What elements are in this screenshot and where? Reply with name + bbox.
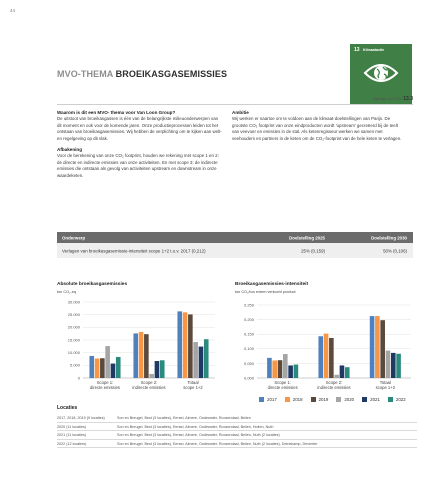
bar-2018 <box>183 312 188 378</box>
location-row <box>57 423 417 432</box>
x-category-label: Totaal <box>379 380 391 385</box>
bar-2017 <box>370 316 375 378</box>
location-row <box>57 431 417 440</box>
x-category-label: scope 1+2 <box>375 385 396 390</box>
y-tick-label: 30.000 <box>67 299 80 305</box>
bar-2022 <box>294 365 299 378</box>
bar-2018 <box>95 358 100 378</box>
table-header-row <box>57 232 413 243</box>
legend-label: 2019 <box>318 397 329 402</box>
bar-2018 <box>324 334 329 378</box>
bar-2021 <box>340 365 345 378</box>
y-tick-label: 0,200 <box>243 317 254 322</box>
bar-2020 <box>193 342 198 378</box>
legend-swatch <box>362 397 367 402</box>
targets-table <box>57 232 413 258</box>
scope-text: Voor de berekening van onze CO₂ footprint, houden we rekening met scope 1 en 2: de directe en indirecte emissies van onze activiteiten. En met scope 3: de indirecte emissies die ontstaan als gevolg van activiteiten upstream en downstream in onze waardeketen. <box>57 153 219 178</box>
legend-label: 2018 <box>292 397 303 402</box>
bar-2019 <box>329 338 334 378</box>
bar-2022 <box>396 354 401 378</box>
y-tick-label: 0,150 <box>243 331 254 337</box>
sdg-number: 13 <box>354 47 360 53</box>
table-header-cell: Onderwerp <box>62 235 86 240</box>
absolute-emissions-chart <box>57 298 217 398</box>
x-category-label: Scope 1: <box>96 380 114 385</box>
legend-label: 2017 <box>267 397 277 402</box>
table-cell: Verlagen van broeikasgasemissie-intensiteit scope 1+2 t.o.v. 2017 (0,212) <box>62 248 206 253</box>
bar-2021 <box>155 361 160 378</box>
y-tick-label: 5.000 <box>69 362 80 368</box>
legend-swatch <box>336 397 341 402</box>
x-category-label: Totaal <box>187 380 199 385</box>
bar-2018 <box>139 332 144 378</box>
legend-swatch <box>285 397 290 402</box>
bar-2017 <box>89 356 94 378</box>
x-category-label: directe emissies <box>267 385 298 390</box>
chart-legend <box>259 397 406 402</box>
y-tick-label: 0,100 <box>243 346 254 352</box>
location-list: Son en Breugel, Best (3 locaties), Eersel, Almere, Oudewater, Roosendaal, Beilen <box>117 416 251 420</box>
y-tick-label: 10.000 <box>67 350 80 356</box>
title-prefix: MVO-THEMA <box>57 69 114 79</box>
bar-2017 <box>318 336 323 378</box>
x-category-label: indirecte emissies <box>317 385 351 390</box>
y-tick-label: 25.000 <box>67 312 80 318</box>
chart-y-label: ton CO₂-eq <box>57 290 76 294</box>
legend-item <box>311 397 329 402</box>
locations-list <box>57 414 417 448</box>
sdg-badge <box>350 44 412 104</box>
bar-2020 <box>386 351 391 378</box>
scope-heading: Afbakening <box>57 147 83 153</box>
bar-2019 <box>100 358 105 378</box>
ambition-heading: Ambitie <box>232 110 249 115</box>
bar-2022 <box>160 360 165 378</box>
legend-item <box>336 397 354 402</box>
chart-title: Absolute broeikasgasemissies <box>57 282 128 287</box>
chart-y-label: ton CO₂/ton extern verkocht product <box>235 290 296 294</box>
location-year: 2021 (11 locaties) <box>57 433 87 437</box>
location-year: 2022 (12 locaties) <box>57 441 87 446</box>
legend-label: 2022 <box>395 397 406 402</box>
y-tick-label: 0,050 <box>243 360 254 366</box>
eye-globe-icon <box>363 61 399 85</box>
bar-2020 <box>283 354 288 378</box>
table-cell: 25% (0,159) <box>301 248 325 253</box>
intro-left-column <box>57 110 222 184</box>
ambition-text: Wij werken er naartoe om te voldoen aan de klimaat-doelstellingen van Parijs. De grootste CO₂ footprint van onze eindproducten wordt 'upstream' gecreëerd bij de teelt van veevoer en emissies in de stal. Als ketenregisseur werken we samen met veehouders en partners in de keten om de CO₂-footprint van de hele keten te verlagen. <box>232 116 402 141</box>
x-category-label: Scope 1: <box>274 380 291 385</box>
x-category-label: directe emissies <box>89 385 121 390</box>
bar-2019 <box>188 314 193 378</box>
why-text: De uitstoot van broeikasgassen is één van de belangrijkste milieuonderwerpen van dit moment en ook voor de komende jaren. Onze productieprocessen leiden tot het ontstaan van broeikasgasemissies. Wij hebben de verplichting om te kijken aan welt- en regelgeving op dit vlak. <box>57 116 222 141</box>
location-row <box>57 440 417 449</box>
table-header-cell: Doelstelling 2025 <box>289 235 325 240</box>
bar-2020 <box>334 375 339 378</box>
divider <box>57 104 413 105</box>
page-number: 44 <box>10 8 16 13</box>
location-list: Son en Breugel, Best (3 locaties), Eersel, Almere, Oudewater, Roosendaal, Beilen, Nuth (2 locaties) <box>117 433 280 437</box>
bar-2022 <box>204 339 209 378</box>
bar-2019 <box>380 320 385 378</box>
y-tick-label: 0,250 <box>243 302 254 308</box>
bar-2020 <box>105 346 110 378</box>
sdg-label: Klimaatactie <box>363 48 385 52</box>
bar-2018 <box>375 316 380 378</box>
location-year: 2017, 2018, 2019 (9 locaties) <box>57 416 105 420</box>
legend-swatch <box>311 397 316 402</box>
y-tick-label: 0,000 <box>243 375 254 381</box>
title-main: BROEIKASGASEMISSIES <box>115 69 228 79</box>
location-list: Son en Breugel, Best (3 locaties), Eersel, Almere, Oudewater, Roosendaal, Beilen, Nuth (2 locaties), Deinekamp, Deventer <box>117 441 318 446</box>
bar-2021 <box>199 347 204 378</box>
location-row <box>57 414 417 423</box>
chart-title: Broeikasgasemissies-intensiteit <box>235 282 309 287</box>
sdg-contribution-label: Bijdrage aan SDG <box>373 97 403 101</box>
bar-2017 <box>267 358 272 378</box>
bar-2019 <box>278 360 283 378</box>
bar-2017 <box>177 311 182 378</box>
bar-2021 <box>288 365 293 378</box>
intro-right-column <box>232 110 404 147</box>
table-row <box>57 243 413 258</box>
sdg-contribution <box>373 96 413 102</box>
legend-item <box>259 397 277 402</box>
intensity-emissions-chart <box>235 298 415 398</box>
legend-swatch <box>259 397 264 402</box>
x-category-label: scope 1+2 <box>183 385 203 390</box>
legend-item <box>285 397 303 402</box>
x-category-label: indirecte emissies <box>132 385 166 390</box>
why-heading: Waarom is dit een MVO- thema voor Van Loon Group? <box>57 110 176 115</box>
legend-label: 2021 <box>370 397 380 402</box>
y-tick-label: 15.000 <box>67 337 80 343</box>
legend-item <box>362 397 380 402</box>
sdg-contribution-value: 13.3 <box>403 96 413 102</box>
locations-heading: Locaties <box>57 405 78 411</box>
location-year: 2020 (11 locaties) <box>57 424 87 429</box>
locations-section <box>57 405 417 448</box>
legend-label: 2020 <box>344 397 355 402</box>
bar-2021 <box>391 353 396 378</box>
table-cell: 50% (0,106) <box>383 248 407 253</box>
bar-2021 <box>111 364 116 378</box>
y-tick-label: 0 <box>77 375 80 381</box>
x-category-label: Scope 2: <box>325 380 343 385</box>
bar-2020 <box>149 374 154 378</box>
bar-2022 <box>116 357 121 378</box>
legend-item <box>388 397 406 402</box>
location-list: Son en Breugel, Best (3 locaties), Eersel, Almere, Oudewater, Roosendaal, Beilen, Holten, Nuth <box>117 424 274 429</box>
legend-swatch <box>388 397 393 402</box>
bar-2019 <box>144 334 149 378</box>
bar-2018 <box>272 360 277 378</box>
table-header-cell: Doelstelling 2030 <box>371 235 407 240</box>
y-tick-label: 20.000 <box>67 324 80 330</box>
bar-2022 <box>345 367 350 378</box>
bar-2017 <box>133 333 138 378</box>
x-category-label: Scope 2: <box>140 380 158 385</box>
page-title <box>57 69 227 79</box>
